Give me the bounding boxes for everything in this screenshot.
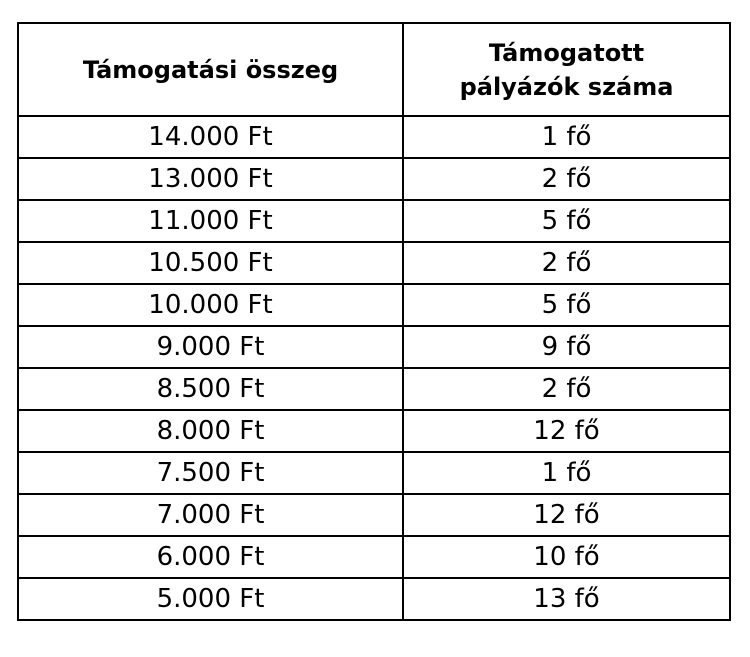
table-row xyxy=(18,158,730,200)
table-row xyxy=(18,116,730,158)
amount-cell: 7.500 Ft xyxy=(18,452,403,494)
amount-cell: 14.000 Ft xyxy=(18,116,403,158)
count-cell: 13 fő xyxy=(403,578,730,620)
count-cell: 2 fő xyxy=(403,242,730,284)
support-table-container xyxy=(17,22,729,621)
amount-cell: 10.500 Ft xyxy=(18,242,403,284)
table-row xyxy=(18,326,730,368)
amount-cell: 8.000 Ft xyxy=(18,410,403,452)
count-cell: 5 fő xyxy=(403,284,730,326)
table-row xyxy=(18,200,730,242)
table-row xyxy=(18,284,730,326)
table-row xyxy=(18,452,730,494)
table-row xyxy=(18,242,730,284)
count-cell: 5 fő xyxy=(403,200,730,242)
count-cell: 12 fő xyxy=(403,494,730,536)
table-row xyxy=(18,578,730,620)
amount-cell: 13.000 Ft xyxy=(18,158,403,200)
amount-cell: 11.000 Ft xyxy=(18,200,403,242)
table-row xyxy=(18,494,730,536)
amount-cell: 9.000 Ft xyxy=(18,326,403,368)
header-count xyxy=(403,23,730,116)
amount-cell: 8.500 Ft xyxy=(18,368,403,410)
count-cell: 1 fő xyxy=(403,116,730,158)
amount-cell: 7.000 Ft xyxy=(18,494,403,536)
table-header-row xyxy=(18,23,730,116)
table-row xyxy=(18,410,730,452)
header-count-line1: Támogatott xyxy=(488,38,645,67)
count-cell: 1 fő xyxy=(403,452,730,494)
count-cell: 2 fő xyxy=(403,158,730,200)
count-cell: 2 fő xyxy=(403,368,730,410)
amount-cell: 10.000 Ft xyxy=(18,284,403,326)
count-cell: 12 fő xyxy=(403,410,730,452)
table-row xyxy=(18,536,730,578)
count-cell: 10 fő xyxy=(403,536,730,578)
count-cell: 9 fő xyxy=(403,326,730,368)
support-table xyxy=(17,22,731,621)
amount-cell: 5.000 Ft xyxy=(18,578,403,620)
table-row xyxy=(18,368,730,410)
header-count-line2: pályázók száma xyxy=(459,72,674,101)
header-amount: Támogatási összeg xyxy=(18,23,403,116)
amount-cell: 6.000 Ft xyxy=(18,536,403,578)
